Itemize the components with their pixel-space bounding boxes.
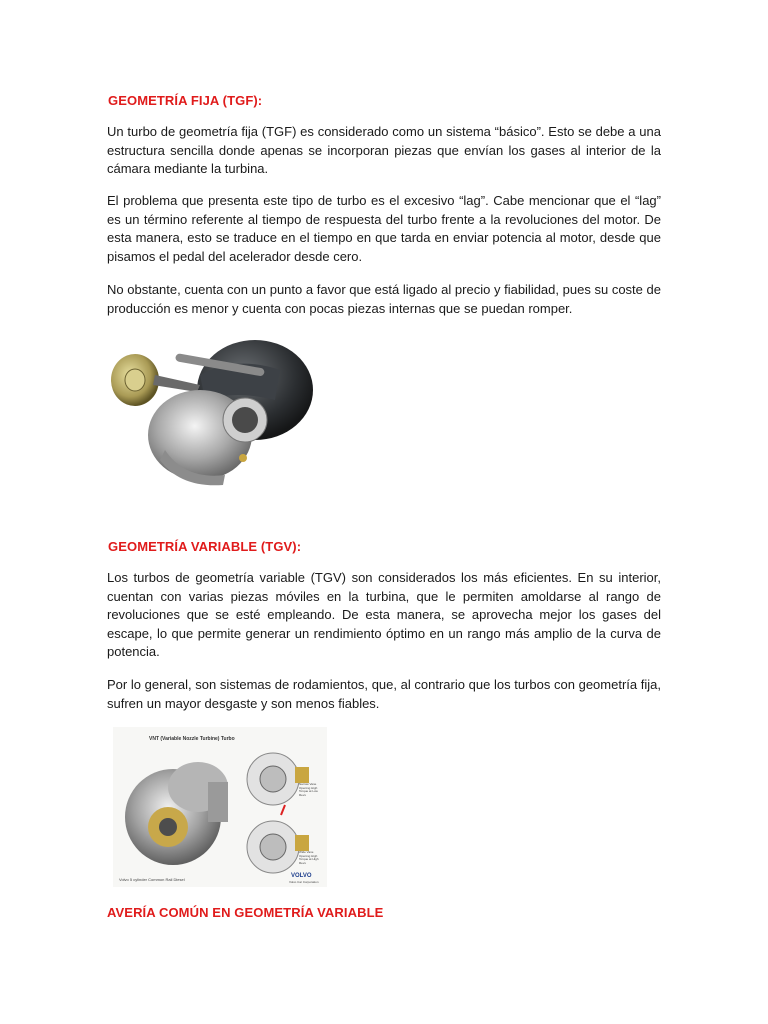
diagram-title: VNT (Variable Nozzle Turbine) Turbo — [149, 736, 235, 742]
fixed-turbo-image — [105, 330, 315, 490]
diagram-brand-sub: Volvo Car Corporation — [289, 880, 319, 884]
heading-variable-geometry: GEOMETRÍA VARIABLE (TGV): — [108, 539, 302, 554]
paragraph: Los turbos de geometría variable (TGV) son considerados los más eficientes. En su interior, cuentan con varias piezas móviles en la turbina, que le permiten amoldarse al rango de revoluciones que se esté empleando. De esta manera, se aprovecha mejor los gases del escape, lo que permite generar un rendimiento óptimo en un rango más amplio de la curva de potencia. — [107, 570, 661, 660]
volvo-logo: VOLVO — [291, 873, 312, 879]
paragraph: No obstante, cuenta con un punto a favor que está ligado al precio y fiabilidad, pues su coste de producción es menor y cuenta con pocas piezas internas que se puedan romper. — [107, 282, 661, 316]
diagram-note-top: Narrow Vane Opening High Torque at Low Revs — [299, 782, 318, 797]
paragraph: El problema que presenta este tipo de turbo es el excesivo “lag”. Cabe mencionar que el “lag” es un término referente al tiempo de respuesta del turbo frente a la revoluciones del motor. De esta manera, esto se traduce en el tiempo en que tarda en enviar potencia al motor, desde que pisamos el pedal del acelerador desde cero. — [107, 193, 661, 264]
vnt-turbo-diagram — [113, 727, 327, 887]
diagram-caption: Volvo 5 cylinder Common Rail Diesel — [119, 877, 185, 882]
paragraph: Por lo general, son sistemas de rodamientos, que, al contrario que los turbos con geometría fija, sufren un mayor desgaste y son menos fiables. — [107, 677, 661, 711]
heading-fixed-geometry: GEOMETRÍA FIJA (TGF): — [108, 93, 263, 108]
heading-common-failure: AVERÍA COMÚN EN GEOMETRÍA VARIABLE — [107, 905, 384, 920]
paragraph: Un turbo de geometría fija (TGF) es considerado como un sistema “básico”. Esto se debe a una estructura sencilla donde apenas se incorporan piezas que envían los gases al interior de la cámara mediante la turbina. — [107, 124, 661, 177]
diagram-note-bottom: Wide Vane Opening High Torque at High Revs — [299, 850, 319, 865]
